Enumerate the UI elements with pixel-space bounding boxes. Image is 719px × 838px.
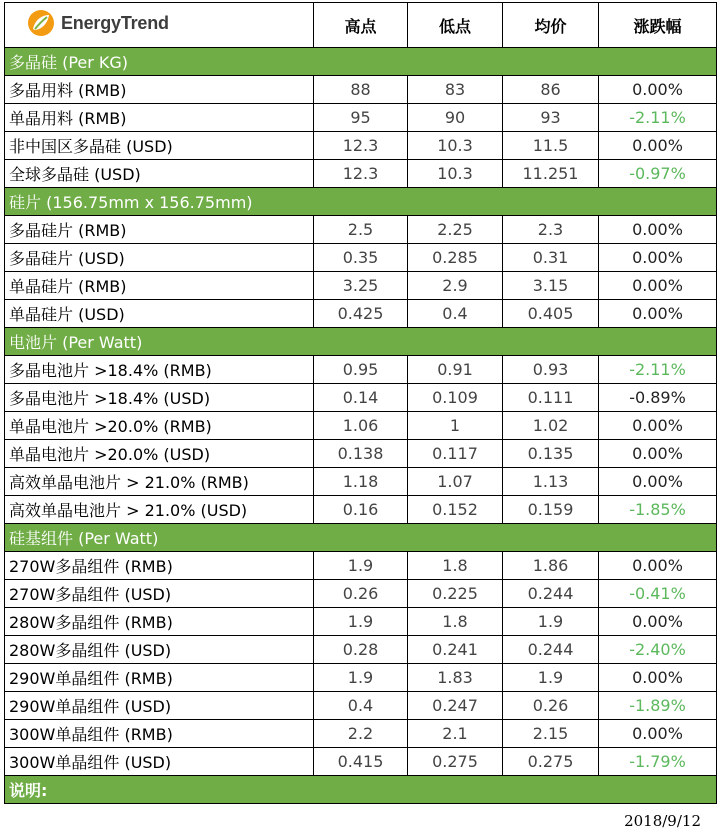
brand-name: EnergyTrend: [61, 12, 169, 33]
table-body: [5, 48, 717, 776]
high-value: 2.5: [314, 216, 408, 244]
change-value: -0.97%: [599, 160, 717, 188]
logo-cell: [5, 3, 314, 48]
change-value: -0.41%: [599, 580, 717, 608]
avg-value: 0.111: [503, 384, 599, 412]
leaf-logo-icon: [27, 9, 55, 37]
section-header-row: [5, 48, 717, 76]
low-value: 0.91: [408, 356, 503, 384]
section-title: 多晶硅 (Per KG): [5, 48, 717, 76]
high-value: 95: [314, 104, 408, 132]
high-value: 0.138: [314, 440, 408, 468]
low-value: 1.83: [408, 664, 503, 692]
high-value: 1.9: [314, 552, 408, 580]
section-header-row: [5, 524, 717, 552]
low-value: 1.8: [408, 608, 503, 636]
col-high-header: 高点: [314, 3, 408, 48]
low-value: 1: [408, 412, 503, 440]
table-row: [5, 412, 717, 440]
low-value: 90: [408, 104, 503, 132]
section-title: 电池片 (Per Watt): [5, 328, 717, 356]
avg-value: 3.15: [503, 272, 599, 300]
row-label: 单晶电池片 >20.0% (USD): [5, 440, 314, 468]
low-value: 10.3: [408, 132, 503, 160]
change-value: 0.00%: [599, 664, 717, 692]
avg-value: 1.02: [503, 412, 599, 440]
low-value: 83: [408, 76, 503, 104]
change-value: 0.00%: [599, 468, 717, 496]
change-value: -1.79%: [599, 748, 717, 776]
row-label: 单晶电池片 >20.0% (RMB): [5, 412, 314, 440]
low-value: 2.25: [408, 216, 503, 244]
change-value: 0.00%: [599, 608, 717, 636]
table-row: [5, 580, 717, 608]
low-value: 0.247: [408, 692, 503, 720]
table-row: [5, 244, 717, 272]
high-value: 88: [314, 76, 408, 104]
table-row: [5, 132, 717, 160]
low-value: 1.8: [408, 552, 503, 580]
change-value: 0.00%: [599, 132, 717, 160]
high-value: 0.28: [314, 636, 408, 664]
avg-value: 0.93: [503, 356, 599, 384]
price-table: [4, 2, 717, 804]
high-value: 1.06: [314, 412, 408, 440]
section-header-row: [5, 328, 717, 356]
energytrend-logo: [27, 9, 169, 37]
row-label: 多晶硅片 (USD): [5, 244, 314, 272]
high-value: 3.25: [314, 272, 408, 300]
table-row: [5, 552, 717, 580]
note-row: [5, 776, 717, 804]
row-label: 280W多晶组件 (RMB): [5, 608, 314, 636]
row-label: 300W单晶组件 (USD): [5, 748, 314, 776]
table-row: [5, 664, 717, 692]
avg-value: 11.5: [503, 132, 599, 160]
low-value: 10.3: [408, 160, 503, 188]
change-value: -1.85%: [599, 496, 717, 524]
change-value: 0.00%: [599, 412, 717, 440]
row-label: 多晶电池片 >18.4% (USD): [5, 384, 314, 412]
avg-value: 0.405: [503, 300, 599, 328]
avg-value: 0.31: [503, 244, 599, 272]
table-row: [5, 720, 717, 748]
avg-value: 0.159: [503, 496, 599, 524]
row-label: 单晶硅片 (RMB): [5, 272, 314, 300]
avg-value: 0.275: [503, 748, 599, 776]
high-value: 1.9: [314, 664, 408, 692]
avg-value: 1.9: [503, 608, 599, 636]
change-value: 0.00%: [599, 300, 717, 328]
low-value: 0.109: [408, 384, 503, 412]
table-row: [5, 748, 717, 776]
row-label: 290W单晶组件 (USD): [5, 692, 314, 720]
high-value: 1.18: [314, 468, 408, 496]
table-row: [5, 384, 717, 412]
table-row: [5, 440, 717, 468]
col-change-header: 涨跌幅: [599, 3, 717, 48]
low-value: 0.225: [408, 580, 503, 608]
row-label: 多晶用料 (RMB): [5, 76, 314, 104]
low-value: 0.241: [408, 636, 503, 664]
table-row: [5, 216, 717, 244]
change-value: 0.00%: [599, 216, 717, 244]
change-value: -0.89%: [599, 384, 717, 412]
low-value: 0.152: [408, 496, 503, 524]
avg-value: 0.135: [503, 440, 599, 468]
avg-value: 1.13: [503, 468, 599, 496]
change-value: -2.11%: [599, 104, 717, 132]
high-value: 0.16: [314, 496, 408, 524]
row-label: 270W多晶组件 (USD): [5, 580, 314, 608]
table-row: [5, 300, 717, 328]
high-value: 0.35: [314, 244, 408, 272]
row-label: 高效单晶电池片 > 21.0% (USD): [5, 496, 314, 524]
avg-value: 0.244: [503, 580, 599, 608]
row-label: 高效单晶电池片 > 21.0% (RMB): [5, 468, 314, 496]
low-value: 2.9: [408, 272, 503, 300]
table-row: [5, 160, 717, 188]
high-value: 12.3: [314, 132, 408, 160]
avg-value: 93: [503, 104, 599, 132]
row-label: 270W多晶组件 (RMB): [5, 552, 314, 580]
row-label: 280W多晶组件 (USD): [5, 636, 314, 664]
avg-value: 0.244: [503, 636, 599, 664]
section-title: 硅片 (156.75mm x 156.75mm): [5, 188, 717, 216]
change-value: -2.11%: [599, 356, 717, 384]
low-value: 0.4: [408, 300, 503, 328]
table-row: [5, 272, 717, 300]
table-row: [5, 496, 717, 524]
high-value: 12.3: [314, 160, 408, 188]
change-value: 0.00%: [599, 552, 717, 580]
row-label: 290W单晶组件 (RMB): [5, 664, 314, 692]
change-value: 0.00%: [599, 244, 717, 272]
col-low-header: 低点: [408, 3, 503, 48]
avg-value: 0.26: [503, 692, 599, 720]
note-label: 说明:: [5, 776, 717, 804]
high-value: 1.9: [314, 608, 408, 636]
change-value: -2.40%: [599, 636, 717, 664]
high-value: 0.26: [314, 580, 408, 608]
avg-value: 86: [503, 76, 599, 104]
table-row: [5, 104, 717, 132]
change-value: 0.00%: [599, 76, 717, 104]
high-value: 2.2: [314, 720, 408, 748]
table-row: [5, 76, 717, 104]
high-value: 0.95: [314, 356, 408, 384]
row-label: 多晶电池片 >18.4% (RMB): [5, 356, 314, 384]
report-date: 2018/9/12: [624, 812, 701, 830]
row-label: 单晶硅片 (USD): [5, 300, 314, 328]
low-value: 1.07: [408, 468, 503, 496]
avg-value: 2.3: [503, 216, 599, 244]
table-row: [5, 468, 717, 496]
section-title: 硅基组件 (Per Watt): [5, 524, 717, 552]
change-value: 0.00%: [599, 440, 717, 468]
avg-value: 1.86: [503, 552, 599, 580]
avg-value: 11.251: [503, 160, 599, 188]
high-value: 0.425: [314, 300, 408, 328]
low-value: 0.275: [408, 748, 503, 776]
row-label: 单晶用料 (RMB): [5, 104, 314, 132]
low-value: 0.285: [408, 244, 503, 272]
avg-value: 1.9: [503, 664, 599, 692]
high-value: 0.4: [314, 692, 408, 720]
col-avg-header: 均价: [503, 3, 599, 48]
low-value: 2.1: [408, 720, 503, 748]
high-value: 0.415: [314, 748, 408, 776]
low-value: 0.117: [408, 440, 503, 468]
row-label: 多晶硅片 (RMB): [5, 216, 314, 244]
table-row: [5, 356, 717, 384]
row-label: 全球多晶硅 (USD): [5, 160, 314, 188]
avg-value: 2.15: [503, 720, 599, 748]
change-value: 0.00%: [599, 720, 717, 748]
table-row: [5, 608, 717, 636]
change-value: -1.89%: [599, 692, 717, 720]
table-row: [5, 692, 717, 720]
change-value: 0.00%: [599, 272, 717, 300]
row-label: 300W单晶组件 (RMB): [5, 720, 314, 748]
row-label: 非中国区多晶硅 (USD): [5, 132, 314, 160]
high-value: 0.14: [314, 384, 408, 412]
table-row: [5, 636, 717, 664]
section-header-row: [5, 188, 717, 216]
header-row: [5, 3, 717, 48]
